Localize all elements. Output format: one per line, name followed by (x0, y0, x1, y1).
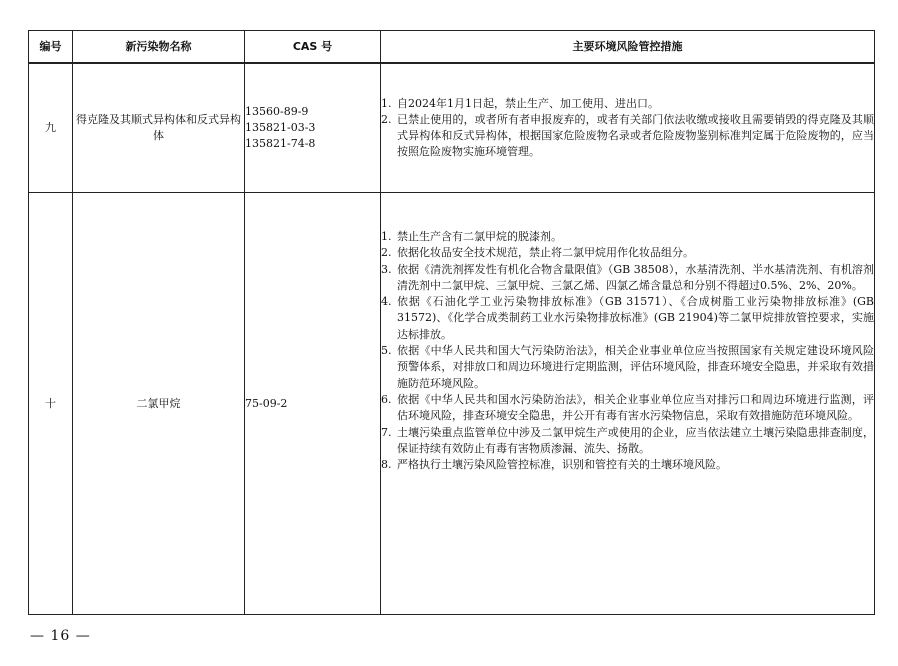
cas-number: 135821-74-8 (245, 136, 316, 150)
measure-index: 4. (381, 295, 392, 309)
measure-item (381, 343, 874, 392)
pollutant-measures-table (28, 30, 875, 615)
measure-text: 依据《石油化学工业污染物排放标准》（GB 31571）、《合成树脂工业污染物排放标准》(GB 31572)、《化学合成类制药工业水污染物排放标准》(GB 21904)等二氯甲烷排放管控要求，实施达标排放。 (397, 295, 874, 341)
measure-item (381, 262, 874, 295)
measure-text: 土壤污染重点监管单位中涉及二氯甲烷生产或使用的企业，应当依法建立土壤污染隐患排查制度，保证持续有效防止有毒有害物质渗漏、流失、扬散。 (397, 425, 874, 455)
pollutant-name: 得克隆及其顺式异构体和反式异构体 (73, 63, 245, 193)
pollutant-name: 二氯甲烷 (73, 193, 245, 615)
measure-index: 7. (381, 425, 392, 439)
header-name: 新污染物名称 (73, 31, 245, 63)
cas-number: 75-09-2 (245, 396, 288, 410)
page-number: — 16 — (30, 628, 91, 644)
cas-numbers (245, 63, 381, 193)
control-measures (381, 193, 875, 615)
measure-item (381, 425, 874, 458)
measure-item (381, 245, 874, 261)
measure-text: 禁止生产含有二氯甲烷的脱漆剂。 (397, 230, 562, 243)
measure-index: 1. (381, 96, 392, 110)
control-measures (381, 63, 875, 193)
row-number: 九 (29, 63, 73, 193)
table-row (29, 193, 875, 615)
measure-index: 8. (381, 458, 392, 472)
measure-item (381, 392, 874, 425)
measure-text: 自2024年1月1日起，禁止生产、加工使用、进出口。 (397, 96, 659, 110)
measure-text: 依据化妆品安全技术规范，禁止将二氯甲烷用作化妆品组分。 (397, 246, 694, 260)
cas-numbers (245, 193, 381, 615)
table-header-row (29, 31, 875, 63)
measure-index: 2. (381, 112, 392, 126)
header-number: 编号 (29, 31, 73, 63)
cas-number: 135821-03-3 (245, 120, 316, 134)
cas-number: 13560-89-9 (245, 104, 309, 118)
measure-list (381, 64, 874, 161)
measure-list (381, 193, 874, 473)
measure-item (381, 294, 874, 343)
table-row (29, 63, 875, 193)
row-number: 十 (29, 193, 73, 615)
measure-item (381, 457, 874, 473)
measure-index: 3. (381, 262, 392, 276)
measure-item (381, 96, 874, 112)
measure-text: 依据《中华人民共和国水污染防治法》，相关企业事业单位应当对排污口和周边环境进行监测，评估环境风险，排查环境安全隐患，并公开有毒有害水污染物信息，采取有效措施防范环境风险。 (397, 392, 874, 423)
header-cas: CAS 号 (245, 31, 381, 63)
header-measures: 主要环境风险管控措施 (381, 31, 875, 63)
measure-text: 已禁止使用的，或者所有者申报废弃的，或者有关部门依法收缴或接收且需要销毁的得克隆及其顺式异构体和反式异构体，根据国家危险废物名录或者危险废物鉴别标准判定属于危险废物的，应当按照危险废物实施环境管理。 (397, 112, 874, 159)
measure-text: 严格执行土壤污染风险管控标准，识别和管控有关的土壤环境风险。 (397, 458, 727, 472)
measure-index: 1. (381, 230, 392, 243)
measure-index: 2. (381, 246, 392, 260)
measure-item (381, 229, 874, 245)
measure-index: 5. (381, 344, 392, 358)
measure-text: 依据《清洗剂挥发性有机化合物含量限值》（GB 38508），水基清洗剂、半水基清洗剂、有机溶剂清洗剂中二氯甲烷、三氯甲烷、三氯乙烯、四氯乙烯含量总和分别不得超过0.5%、2%、20%。 (397, 262, 874, 292)
measure-item (381, 112, 874, 161)
measure-text: 依据《中华人民共和国大气污染防治法》，相关企业事业单位应当按照国家有关规定建设环境风险预警体系，对排放口和周边环境进行定期监测，评估环境风险，排查环境安全隐患，并采取有效措施防范环境风险。 (397, 344, 874, 390)
measure-index: 6. (381, 392, 392, 406)
